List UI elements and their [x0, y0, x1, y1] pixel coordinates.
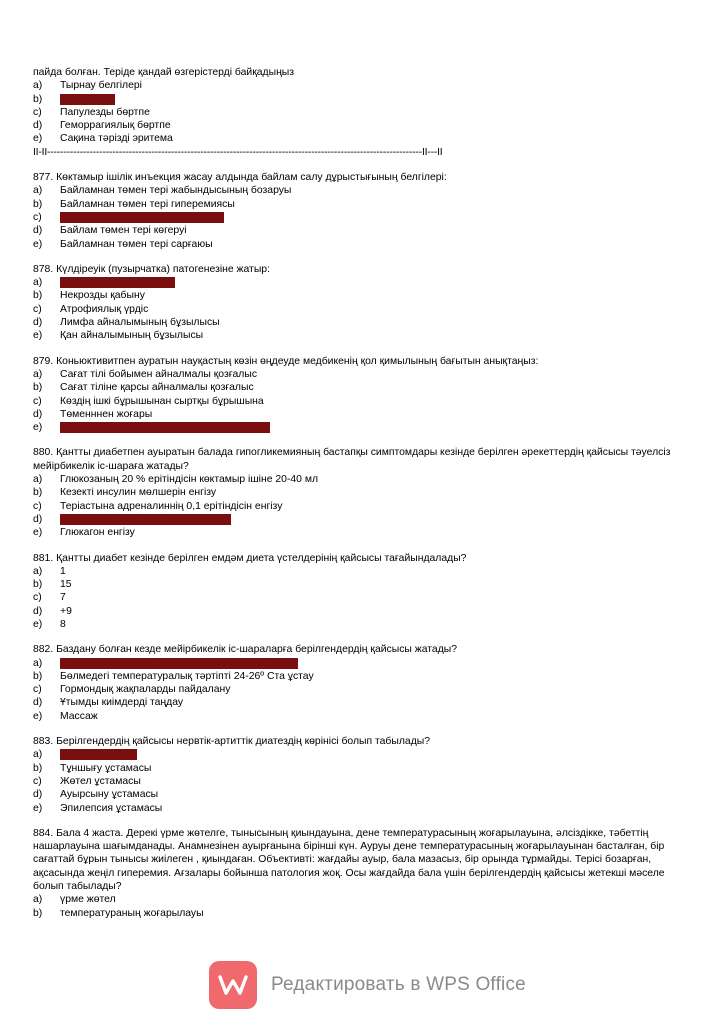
question-text: 877. Көктамыр ішілік инъекция жасау алдында байлам салу дұрыстығының белгілері: [33, 172, 447, 184]
option-letter: a) [33, 565, 43, 577]
question-gap [33, 723, 693, 735]
option-letter: a) [33, 277, 43, 289]
question-list [33, 159, 693, 920]
option-text: 15 [60, 579, 72, 591]
option-letter: d) [33, 225, 43, 237]
option-text: Тырнау белгілері [60, 80, 142, 92]
question-text: 881. Қантты диабет кезінде берілген емдәм диета үстелдерінің қайсысы тағайындалады? [33, 552, 467, 564]
answer-option [33, 670, 693, 683]
option-text: 1 [60, 565, 66, 577]
option-text: Сақина тәрізді эритема [60, 133, 173, 145]
option-letter: d) [33, 789, 43, 801]
option-letter: c) [33, 684, 42, 696]
answer-option [33, 238, 693, 251]
answer-option [33, 657, 693, 670]
option-text-highlighted: +Сүтбездерді жылы жаймен сипап массаж жасау [60, 657, 298, 669]
option-text: 7 [60, 592, 66, 604]
option-text: Глюкозаның 20 % ерітіндісін көктамыр ішіне 20-40 мл [60, 474, 319, 486]
option-letter: e) [33, 802, 43, 814]
question-gap [33, 159, 693, 171]
answer-option [33, 591, 693, 604]
option-text: Сағат тіліне қарсы айналмалы қозғалыс [60, 382, 254, 394]
option-letter: e) [33, 238, 43, 250]
answer-option [33, 289, 693, 302]
option-letter: b) [33, 907, 43, 919]
answer-option [33, 486, 693, 499]
option-text: Глюкагон енгізу [60, 527, 135, 539]
answer-option [33, 762, 693, 775]
answer-option [33, 211, 693, 224]
option-text-highlighted: +Көздің сыртқы бұрышынан ішкі бұрышына [60, 422, 270, 434]
separator-right: II---II [421, 146, 443, 158]
question-gap [33, 815, 693, 827]
option-letter: b) [33, 487, 43, 499]
answer-option [33, 565, 693, 578]
option-letter: a) [33, 474, 43, 486]
option-text: Кезекті инсулин мөлшерін енгізу [60, 487, 217, 499]
question-gap [33, 251, 693, 263]
answer-option [33, 788, 693, 801]
answer-option [33, 748, 693, 761]
question-gap [33, 343, 693, 355]
option-text: Ұтымды киімдерді таңдау [60, 697, 184, 709]
option-text: Жөтел ұстамасы [60, 775, 141, 787]
option-letter: b) [33, 762, 43, 774]
answer-option [33, 513, 693, 526]
answer-option [33, 381, 693, 394]
option-text: Қан айналымының бұзылысы [60, 330, 204, 342]
option-letter: a) [33, 657, 43, 669]
option-letter: b) [33, 93, 43, 105]
option-letter: d) [33, 317, 43, 329]
option-letter: a) [33, 749, 43, 761]
answer-option [33, 198, 693, 211]
option-letter: c) [33, 500, 42, 512]
answer-option [33, 303, 693, 316]
answer-option [33, 775, 693, 788]
question-intro: пайда болған. Теріде қандай өзгерістерді байқадыңыз [33, 67, 295, 78]
wps-logo-icon[interactable] [209, 961, 257, 1009]
answer-option [33, 93, 693, 106]
answer-option [33, 500, 693, 513]
option-text: Сағат тілі бойымен айналмалы қозғалыс [60, 368, 258, 380]
option-letter: e) [33, 133, 43, 145]
option-text: Атрофиялық үрдіс [60, 303, 149, 315]
option-letter: c) [33, 106, 42, 118]
wps-edit-banner[interactable] [209, 961, 526, 1009]
separator-line: II-II-------------------------------------------------------------------------------------------------------------------II---II [33, 146, 443, 158]
option-text-highlighted: +Байламнан төмен терінің көгеруі [60, 211, 224, 223]
option-text: Гормондық жақпаларды пайдалану [60, 684, 231, 696]
option-text: Геморрагиялық бөртпе [60, 120, 171, 132]
option-letter: b) [33, 670, 43, 682]
option-text: Байламнан төмен тері жабындысының бозаруы [60, 185, 292, 197]
option-letter: b) [33, 198, 43, 210]
option-text: температураның жоғарылауы [60, 907, 204, 919]
option-letter: e) [33, 710, 43, 722]
option-text: Эпилепсия ұстамасы [60, 802, 163, 814]
question-text: 883. Берілгендердің қайсысы нервтік-артиттік диатездің көрінісі болып табылады? [33, 736, 430, 748]
option-text: Ауырсыну ұстамасы [60, 789, 159, 801]
option-letter: e) [33, 527, 43, 539]
answer-option [33, 473, 693, 486]
document-page [33, 66, 693, 920]
option-text: Байламнан төмен тері сарғаюы [60, 238, 213, 250]
option-letter: c) [33, 303, 42, 315]
option-text: Тұншығу ұстамасы [60, 762, 152, 774]
question-text: 878. Күлдіреуік (пузырчатка) патогенезіне жатыр: [33, 263, 270, 275]
answer-option [33, 184, 693, 197]
option-text-highlighted: +Құсу ұстамасы [60, 749, 137, 761]
wps-w-icon [218, 974, 248, 996]
question-text: 882. Баздану болған кезде мейірбикелік іс-шараларға берілгендердің қайсысы жатады? [33, 644, 458, 656]
answer-option [33, 421, 693, 434]
answer-option [33, 408, 693, 421]
question-gap [33, 434, 693, 446]
answer-option [33, 79, 693, 92]
option-letter: e) [33, 422, 43, 434]
option-letter: c) [33, 592, 42, 604]
option-text: Лимфа айналымының бұзылысы [60, 317, 220, 329]
option-letter: d) [33, 697, 43, 709]
option-text: +9 [60, 605, 72, 617]
answer-option [33, 368, 693, 381]
answer-option [33, 224, 693, 237]
answer-option [33, 316, 693, 329]
option-text: Байлам төмен тері көгеруі [60, 225, 187, 237]
answer-option [33, 329, 693, 342]
answer-option [33, 132, 693, 145]
answer-option [33, 605, 693, 618]
option-letter: d) [33, 605, 43, 617]
option-text: Некрозды қабыну [60, 290, 145, 302]
answer-option [33, 710, 693, 723]
option-letter: e) [33, 330, 43, 342]
option-letter: a) [33, 185, 43, 197]
answer-option [33, 907, 693, 920]
option-text: Бөлмедегі температуралық тәртіпті 24-26º Ста ұстау [60, 670, 314, 682]
option-text: 8 [60, 618, 66, 630]
answer-option [33, 526, 693, 539]
separator-left: II-II [33, 146, 48, 158]
question-gap [33, 631, 693, 643]
option-letter: c) [33, 211, 42, 223]
option-letter: a) [33, 894, 43, 906]
answer-option [33, 276, 693, 289]
question-gap [33, 540, 693, 552]
option-letter: b) [33, 579, 43, 591]
option-letter: d) [33, 408, 43, 420]
option-text-highlighted: +Науқасты тәтті шай, печенье беру [60, 513, 231, 525]
answer-option [33, 696, 693, 709]
option-letter: c) [33, 775, 42, 787]
answer-option [33, 119, 693, 132]
question-text: 884. Бала 4 жаста. Дерекі үрме жөтелге, тынысының қиындауына, дене температурасының жоғарылауына, әлсіздікке, тәбеттің нашарлауына шағымданады. Анамнезінен ауырғанына бірінші күн. Ауруы дене температурасының жоғарылауынан басталған, бір сағаттай бұрын тынысы жиілеген , қиындаған. Объективті: жағдайы ауыр, бала мазасыз, бір орында тұрмайды. Терісі бозарған, ақсасында жеңіл гиперемия. Ағзалары бойынша патология жоқ. Осы жағдайда бала үшін берілгендердің қайсысы жетекші мәселе болып табылады? [33, 827, 665, 893]
option-letter: b) [33, 382, 43, 394]
answer-option [33, 802, 693, 815]
option-text: Көздің ішкі бұрышынан сыртқы бұрышына [60, 395, 264, 407]
option-text-highlighted: +Күлдіреуік [60, 93, 116, 105]
option-text: Массаж [60, 710, 98, 722]
option-letter: a) [33, 80, 43, 92]
option-letter: c) [33, 395, 42, 407]
option-text: үрме жөтел [60, 894, 116, 906]
option-text: Теріастына адреналиннің 0,1 ерітіндісін енгізу [60, 500, 283, 512]
option-text: Папулезды бөртпе [60, 106, 150, 118]
option-text: Байламнан төмен тері гиперемиясы [60, 198, 235, 210]
option-letter: b) [33, 290, 43, 302]
option-text-highlighted: +Аутоиммунды реакция [60, 277, 176, 289]
question-text: 880. Қантты диабетпен ауыратын балада гипогликемияның бастапқы симптомдары кезінде берілген әрекеттердің қайсысы тәуелсіз мейірбикелік іс-шараға жатады? [33, 447, 671, 472]
option-text: Төменннен жоғары [60, 408, 153, 420]
answer-option [33, 618, 693, 631]
wps-edit-label[interactable]: Редактировать в WPS Office [271, 974, 526, 996]
option-letter: a) [33, 368, 43, 380]
answer-option [33, 893, 693, 906]
answer-option [33, 683, 693, 696]
option-letter: e) [33, 618, 43, 630]
option-letter: d) [33, 513, 43, 525]
answer-option [33, 106, 693, 119]
answer-option [33, 395, 693, 408]
question-text: 879. Коньюктивитпен ауратын науқастың көзін өңдеуде медбикенің қол қимылының бағытын анықтаңыз: [33, 355, 539, 367]
option-letter: d) [33, 120, 43, 132]
answer-option [33, 578, 693, 591]
